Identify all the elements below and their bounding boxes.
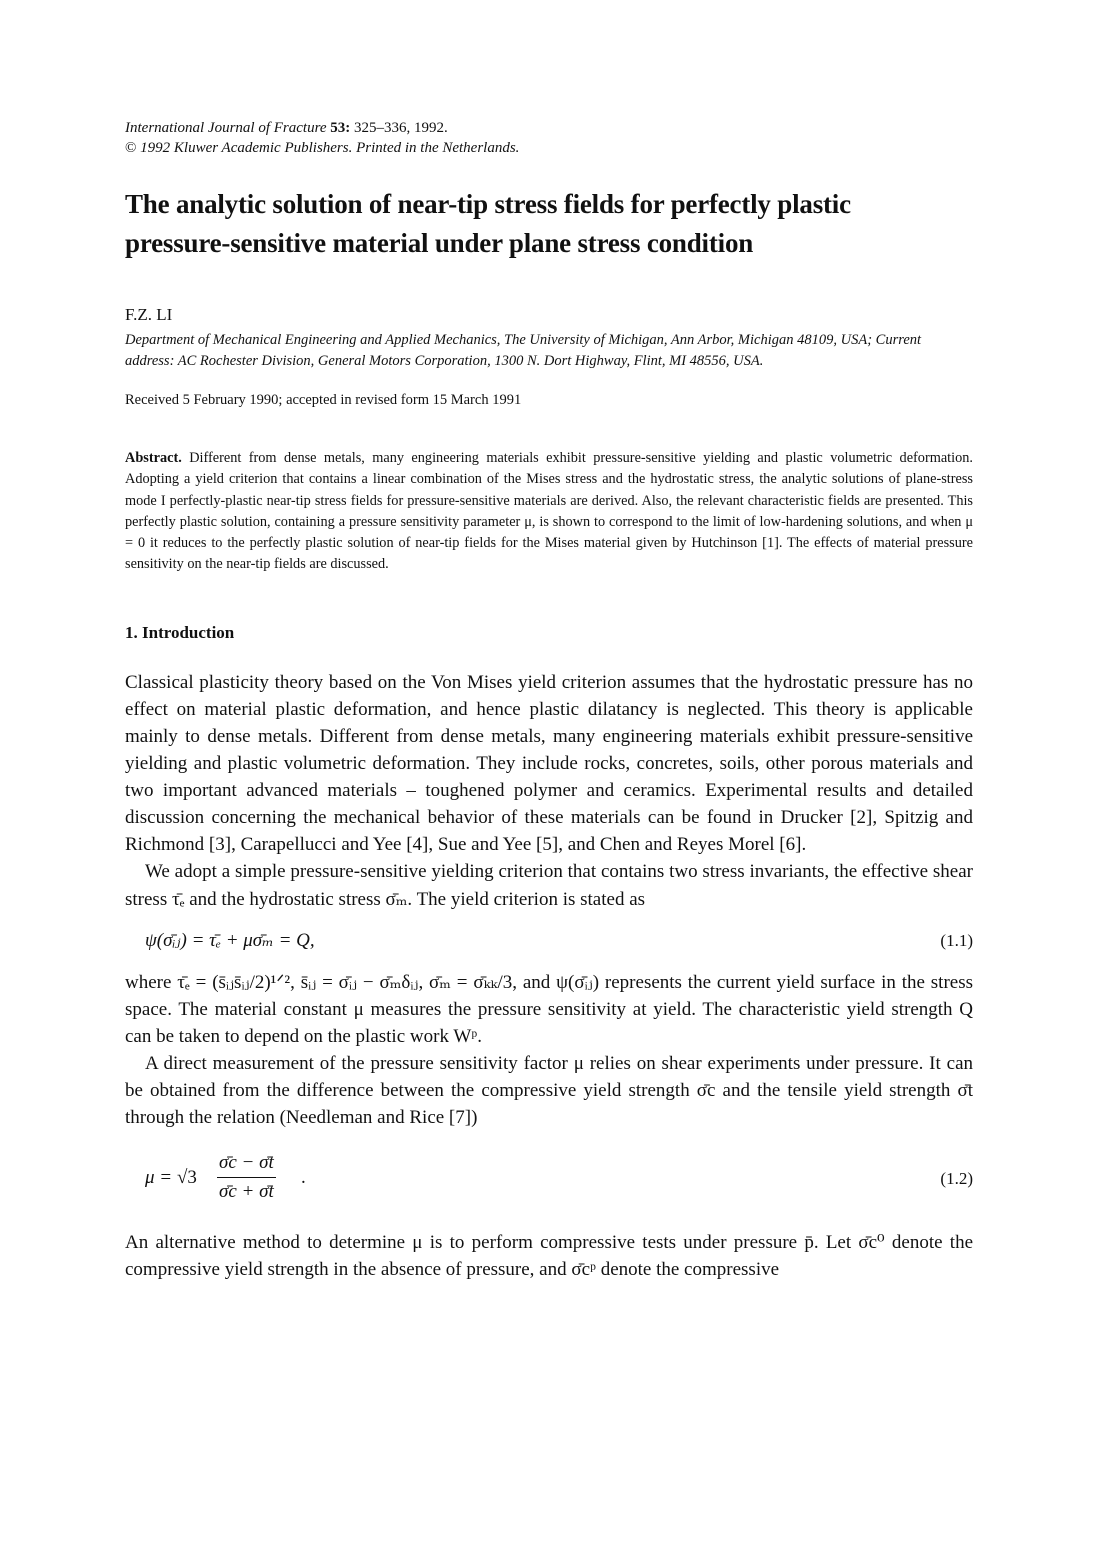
received-date: Received 5 February 1990; accepted in revised form 15 March 1991 xyxy=(125,392,522,408)
equation-1-2 xyxy=(125,1145,973,1215)
abstract xyxy=(125,448,973,576)
journal-volume: 53: xyxy=(330,120,351,136)
equation-1-2-numerator: σ̄c − σ̄t xyxy=(217,1149,276,1178)
equation-1-2-period: . xyxy=(301,1167,306,1189)
equation-1-2-fraction xyxy=(217,1149,276,1206)
equation-1-1-number: (1.1) xyxy=(940,930,973,950)
equation-1-2-number: (1.2) xyxy=(940,1169,973,1189)
journal-citation xyxy=(125,118,973,158)
equation-1-2-sqrt: √3 xyxy=(177,1167,197,1189)
paper-title xyxy=(125,185,973,263)
title-line-1: The analytic solution of near-tip stress fields for perfectly plastic xyxy=(125,189,851,219)
journal-pages: 325–336, 1992. xyxy=(350,120,448,136)
abstract-label: Abstract. xyxy=(125,450,182,466)
abstract-text: Different from dense metals, many engineering materials exhibit pressure-sensitive yielding and plastic volumetric deformation. Adopting a yield criterion that contains a linear combination of the Mises stress and the hydrostatic stress, the analytic solutions of plane-stress mode I perfectly-plastic near-tip stress fields for pressure-sensitive materials are derived. Also, the relevant characteristic fields are presented. This perfectly plastic solution, containing a pressure sensitivity parameter μ, is shown to correspond to the limit of low-hardening solutions, and when μ = 0 it reduces to the perfectly plastic solution of near-tip fields for the Mises material given by Hutchinson [1]. The effects of material pressure sensitivity on the near-tip fields are discussed. xyxy=(125,450,973,573)
journal-line-1 xyxy=(125,118,973,138)
journal-line-2 xyxy=(125,138,973,158)
author-name: F.Z. LI xyxy=(125,305,173,324)
paper-page xyxy=(125,118,973,1283)
copyright-text: 1992 Kluwer Academic Publishers. Printed in the Netherlands. xyxy=(136,140,520,156)
intro-paragraph-2: We adopt a simple pressure-sensitive yielding criterion that contains two stress invariants, the effective shear stress τ̄ₑ and the hydrostatic stress σ̄ₘ. The yield criterion is stated as xyxy=(125,861,973,910)
journal-name: International Journal of Fracture xyxy=(125,120,327,136)
author-affiliation: Department of Mechanical Engineering and Applied Mechanics, The University of Michigan, Ann Arbor, Michigan 48109, USA; Current address: AC Rochester Division, General Motors Corporation, 1300 N. Dort Highway, Flint, MI 48556, USA. xyxy=(125,332,922,369)
copyright-icon: © xyxy=(125,140,137,156)
title-line-2: pressure-sensitive material under plane stress condition xyxy=(125,228,754,258)
equation-1-2-lhs: μ = xyxy=(145,1167,173,1189)
intro-paragraph-4: A direct measurement of the pressure sensitivity factor μ relies on shear experiments under pressure. It can be obtained from the difference between the compressive yield strength σ̄c and the tensile yield strength σ̄t through the relation (Needleman and Rice [7]) xyxy=(125,1052,973,1129)
intro-paragraph-3: where τ̄ₑ = (s̄ᵢⱼs̄ᵢⱼ/2)¹ᐟ², s̄ᵢⱼ = σ̄ᵢⱼ − σ̄ₘδᵢⱼ, σ̄ₘ = σ̄ₖₖ/3, and ψ(σ̄ᵢⱼ) represents the current yield surface in the stress space. The material constant μ measures the pressure sensitivity at yield. The characteristic yield strength Q can be taken to depend on the plastic work Wᵖ. xyxy=(125,971,973,1047)
equation-1-1 xyxy=(125,925,973,957)
equation-1-1-body: ψ(σ̄ᵢⱼ) = τ̄ₑ + μσ̄ₘ = Q, xyxy=(145,929,315,951)
section-heading: 1. Introduction xyxy=(125,622,235,642)
equation-1-2-denominator: σ̄c + σ̄t xyxy=(219,1181,274,1203)
intro-paragraph-1: Classical plasticity theory based on the Von Mises yield criterion assumes that the hydrostatic pressure has no effect on material plastic deformation, and hence plastic dilatancy is neglected. This theory is applicable mainly to dense metals. Different from dense metals, many engineering materials exhibit pressure-sensitive yielding and plastic volumetric deformation. They include rocks, concretes, soils, other porous materials and two important advanced materials – toughened polymer and ceramics. Experimental results and detailed discussion concerning the mechanical behavior of these materials can be found in Drucker [2], Spitzig and Richmond [3], Carapellucci and Yee [4], Sue and Yee [5], and Chen and Reyes Morel [6]. xyxy=(125,671,973,856)
intro-paragraph-5: An alternative method to determine μ is to perform compressive tests under pressure p̄. Let σ̄c⁰ denote the compressive yield strength in the absence of pressure, and σ̄cᵖ denote the compressive xyxy=(125,1232,973,1281)
